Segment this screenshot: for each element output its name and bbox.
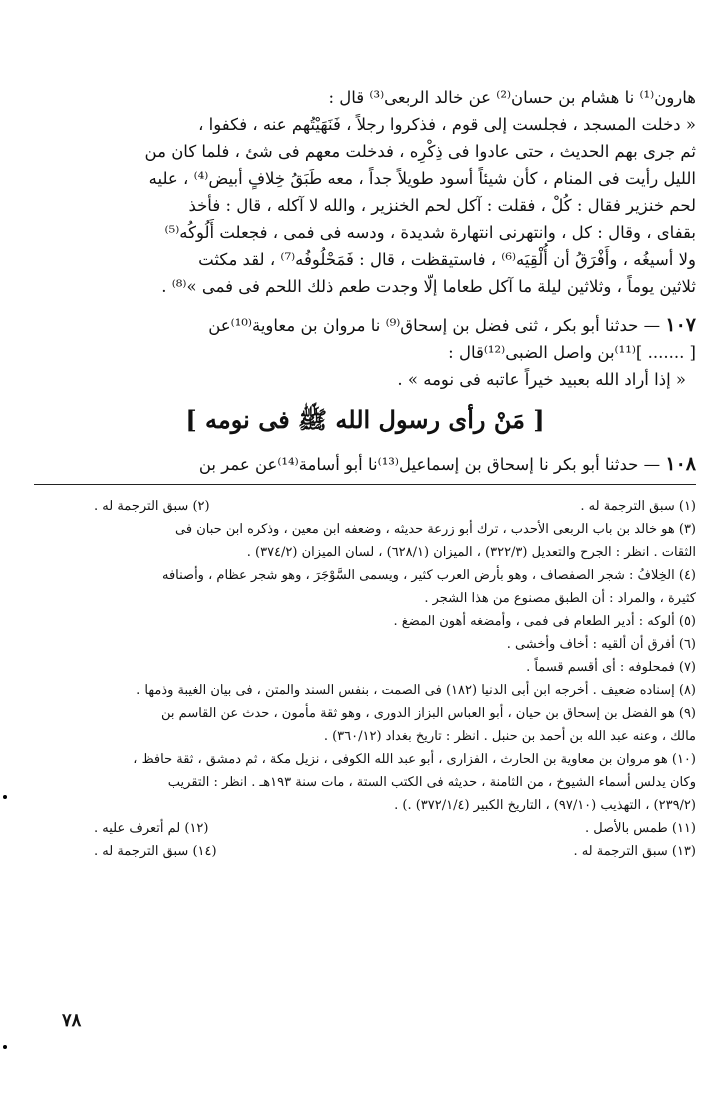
footnote-8: (٨) إسناده ضعيف . أخرجه ابن أبى الدنيا (١٨٢) فى الصمت ، بنفس السند والمتن ، فى بيان الغيبة وذمها .: [136, 683, 696, 698]
narration-line-6: ولا أسيغُه ، وأَفْرَقُ أن أُلْقِيَه⁽⁶⁾ ، فاستيقظت ، قال : فَمَحْلُوفُه⁽⁷⁾ ، لقد مكثت: [198, 250, 696, 269]
narration-line-5: بقفاى ، وقال : كل ، وانتهرنى انتهارة شديدة ، ودسه فى فمى ، فجعلت أَلُوكُه⁽⁵⁾: [164, 223, 696, 242]
hadith-chain-cont: [ ....... ]⁽¹¹⁾بن واصل الضبى⁽¹²⁾قال :: [448, 343, 696, 362]
narration-line-1: « دخلت المسجد ، فجلست إلى قوم ، فذكروا رجلاً ، فَنَهَيْتُهم عنه ، فكفوا ،: [198, 115, 696, 134]
footnote-11: (١١) طمس بالأصل .: [585, 821, 696, 836]
footnote-5: (٥) ألوكه : أدير الطعام فى فمى ، وأمضغه أهون المضغ .: [393, 614, 696, 629]
footnote-1: (١) سبق الترجمة له .: [580, 499, 696, 514]
footnote-row: [34, 495, 696, 518]
footnote-row: [34, 840, 696, 863]
chapter-title: [ مَنْ رأى رسول الله ﷺ فى نومه ]: [185, 405, 545, 434]
page-number: ٧٨: [62, 1010, 82, 1031]
footnote-10-cont: وكان يدلس أسماء الشيوخ ، من الثامنة ، حديثه فى الكتب الستة ، مات سنة ١٩٣هـ . انظر : التقريب: [167, 775, 696, 790]
footnotes: [34, 495, 696, 863]
scan-speck: [3, 795, 7, 799]
footnote-7: (٧) فمحلوفه : أى أقسم قسماً .: [526, 660, 696, 675]
narration-line-4: لحم خنزير فقال : كُلْ ، فقلت : آكل لحم الخنزير ، والله لا آكله ، قال : فأخذ: [188, 196, 696, 215]
footnote-9: (٩) هو الفضل بن إسحاق بن حيان ، أبو العباس البزاز الدورى ، وهو ثقة مأمون ، حدث عن القاسم بن: [161, 706, 696, 721]
footnote-2: (٢) سبق الترجمة له .: [94, 499, 210, 514]
footnote-14: (١٤) سبق الترجمة له .: [94, 844, 217, 859]
hadith-108: [34, 451, 696, 478]
hadith-107: [34, 312, 696, 366]
page-content: [34, 84, 696, 863]
footnote-10: (١٠) هو مروان بن معاوية بن الحارث ، الفزارى ، أبو عبد الله الكوفى ، نزيل مكة ، ثم دمشق ، ثقة حافظ ،: [133, 752, 696, 767]
footnote-row: [34, 817, 696, 840]
hadith-number: ١٠٧: [665, 314, 696, 336]
narration-block: [34, 84, 696, 300]
narration-line-3: الليل رأيت فى المنام ، كأن شيئاً أسود طويلاً جداً ، معه طَبَقُ خِلافٍ أبيض⁽⁴⁾ ، عليه: [148, 169, 696, 188]
scan-speck: [3, 1045, 7, 1049]
footnote-4-cont: كثيرة ، والمراد : أن الطبق مصنوع من هذا الشجر .: [424, 591, 696, 606]
hadith-chain: — حدثنا أبو بكر نا إسحاق بن إسماعيل⁽¹³⁾نا أبو أسامة⁽¹⁴⁾عن عمر بن: [198, 455, 661, 474]
narration-line-2: ثم جرى بهم الحديث ، حتى عادوا فى ذِكْرِه ، فدخلت معهم فى شئ ، فلما كان من: [144, 142, 696, 161]
narration-line-7: ثلاثين يوماً ، وثلاثين ليلة ما آكل طعاما إلّا وجدت طعم ذلك اللحم فى فمى »⁽⁸⁾ .: [161, 277, 696, 296]
footnote-12: (١٢) لم أتعرف عليه .: [94, 821, 209, 836]
hadith-chain: — حدثنا أبو بكر ، ثنى فضل بن إسحاق⁽⁹⁾ نا مروان بن معاوية⁽¹⁰⁾عن: [208, 316, 661, 335]
footnote-4: (٤) الخِلافُ : شجر الصفصاف ، وهو بأرض العرب كثير ، ويسمى السَّوْجَرَ ، وهو شجر عظام ، وأصنافه: [161, 568, 696, 583]
footnote-10-cont2: (٢٣٩/٢) ، التهذيب (٩٧/١٠) ، التاريخ الكبير (٣٧٢/١/٤) .) .: [394, 798, 696, 813]
opening-line: هارون⁽¹⁾ نا هشام بن حسان⁽²⁾ عن خالد الربعى⁽³⁾ قال :: [328, 88, 696, 107]
footnote-13: (١٣) سبق الترجمة له .: [573, 844, 696, 859]
footnote-9-cont: مالك ، وعنه عبد الله بن أحمد بن حنبل . انظر : تاريخ بغداد (٣٦٠/١٢) .: [323, 729, 696, 744]
footnote-6: (٦) أفرق أن ألقيه : أخاف وأخشى .: [506, 637, 696, 652]
hadith-107-quote: « إذا أراد الله بعبيد خيراً عاتبه فى نومه » .: [397, 370, 686, 389]
footnote-divider: [34, 484, 696, 485]
hadith-number: ١٠٨: [665, 453, 696, 475]
footnote-3: (٣) هو خالد بن باب الربعى الأحدب ، ترك أبو زرعة حديثه ، وضعفه ابن معين ، وذكره ابن حبان فى: [175, 522, 696, 537]
footnote-3-cont: الثقات . انظر : الجرح والتعديل (٣٢٢/٣) ، الميزان (٦٢٨/١) ، لسان الميزان (٣٧٤/٢) .: [246, 545, 696, 560]
